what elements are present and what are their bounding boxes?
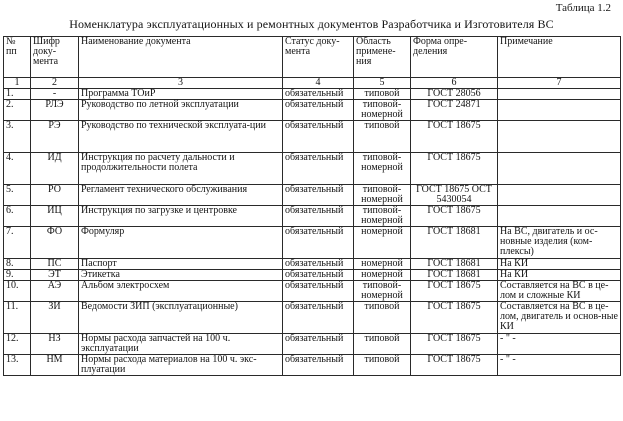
document-status: обязательный bbox=[283, 227, 354, 259]
document-code: ФО bbox=[31, 227, 79, 259]
document-name: Программа ТОиР bbox=[79, 89, 283, 100]
definition-form: ГОСТ 18681 bbox=[411, 270, 498, 281]
definition-form: ГОСТ 18675 bbox=[411, 334, 498, 355]
note bbox=[498, 185, 621, 206]
document-status: обязательный bbox=[283, 206, 354, 227]
table-row bbox=[4, 302, 621, 334]
document-scope: номерной bbox=[354, 270, 411, 281]
definition-form: ГОСТ 18675 ОСТ 5430054 bbox=[411, 185, 498, 206]
document-code: - bbox=[31, 89, 79, 100]
document-status: обязательный bbox=[283, 121, 354, 153]
note: Составляется на ВС в це-лом, двигатель и основ-ные КИ bbox=[498, 302, 621, 334]
table-row bbox=[4, 227, 621, 259]
row-number: 13. bbox=[4, 355, 31, 376]
document-scope: типовой-номерной bbox=[354, 281, 411, 302]
column-number: 2 bbox=[31, 78, 79, 89]
note: На ВС, двигатель и ос-новные изделия (ком-плексы) bbox=[498, 227, 621, 259]
document-code: НЗ bbox=[31, 334, 79, 355]
note: - " - bbox=[498, 355, 621, 376]
table-row bbox=[4, 334, 621, 355]
header-scope: Область примене-ния bbox=[354, 37, 411, 78]
row-number: 9. bbox=[4, 270, 31, 281]
header-row bbox=[4, 37, 621, 78]
row-number: 7. bbox=[4, 227, 31, 259]
note: Составляется на ВС в це-лом и сложные КИ bbox=[498, 281, 621, 302]
table-row bbox=[4, 185, 621, 206]
row-number: 2. bbox=[4, 100, 31, 121]
document-status: обязательный bbox=[283, 259, 354, 270]
document-code: ИЦ bbox=[31, 206, 79, 227]
document-status: обязательный bbox=[283, 185, 354, 206]
column-number: 5 bbox=[354, 78, 411, 89]
document-scope: типовой-номерной bbox=[354, 185, 411, 206]
column-number: 7 bbox=[498, 78, 621, 89]
row-number: 3. bbox=[4, 121, 31, 153]
document-code: ИД bbox=[31, 153, 79, 185]
document-scope: типовой bbox=[354, 355, 411, 376]
row-number: 1. bbox=[4, 89, 31, 100]
document-status: обязательный bbox=[283, 281, 354, 302]
document-code: АЭ bbox=[31, 281, 79, 302]
row-number: 11. bbox=[4, 302, 31, 334]
document-name: Руководство по технической эксплуата-ции bbox=[79, 121, 283, 153]
document-name: Инструкция по загрузке и центровке bbox=[79, 206, 283, 227]
document-code: РЭ bbox=[31, 121, 79, 153]
header-form: Форма опре-деления bbox=[411, 37, 498, 78]
note: - " - bbox=[498, 334, 621, 355]
note bbox=[498, 89, 621, 100]
document-code: НМ bbox=[31, 355, 79, 376]
document-scope: типовой bbox=[354, 334, 411, 355]
document-code: ЗИ bbox=[31, 302, 79, 334]
table-row bbox=[4, 89, 621, 100]
row-number: 6. bbox=[4, 206, 31, 227]
document-status: обязательный bbox=[283, 100, 354, 121]
document-scope: номерной bbox=[354, 227, 411, 259]
document-name: Паспорт bbox=[79, 259, 283, 270]
table-row bbox=[4, 206, 621, 227]
document-status: обязательный bbox=[283, 270, 354, 281]
document-status: обязательный bbox=[283, 153, 354, 185]
definition-form: ГОСТ 18675 bbox=[411, 302, 498, 334]
document-name: Нормы расхода материалов на 100 ч. экс-плуатации bbox=[79, 355, 283, 376]
document-name: Формуляр bbox=[79, 227, 283, 259]
header-name: Наименование документа bbox=[79, 37, 283, 78]
header-num: № пп bbox=[4, 37, 31, 78]
document-name: Инструкция по расчету дальности и продолжительности полета bbox=[79, 153, 283, 185]
note bbox=[498, 206, 621, 227]
note bbox=[498, 100, 621, 121]
definition-form: ГОСТ 18675 bbox=[411, 206, 498, 227]
column-number: 1 bbox=[4, 78, 31, 89]
header-note: Примечание bbox=[498, 37, 621, 78]
header-code: Шифр доку-мента bbox=[31, 37, 79, 78]
column-number: 6 bbox=[411, 78, 498, 89]
document-status: обязательный bbox=[283, 355, 354, 376]
document-name: Нормы расхода запчастей на 100 ч. эксплуатации bbox=[79, 334, 283, 355]
document-scope: типовой-номерной bbox=[354, 153, 411, 185]
definition-form: ГОСТ 18675 bbox=[411, 355, 498, 376]
document-code: РО bbox=[31, 185, 79, 206]
row-number: 8. bbox=[4, 259, 31, 270]
document-status: обязательный bbox=[283, 334, 354, 355]
table-row bbox=[4, 281, 621, 302]
document-status: обязательный bbox=[283, 89, 354, 100]
document-code: ПС bbox=[31, 259, 79, 270]
row-number: 10. bbox=[4, 281, 31, 302]
table-number-label: Таблица 1.2 bbox=[555, 2, 611, 14]
documents-table bbox=[3, 36, 621, 376]
document-name: Этикетка bbox=[79, 270, 283, 281]
definition-form: ГОСТ 18681 bbox=[411, 227, 498, 259]
definition-form: ГОСТ 18675 bbox=[411, 281, 498, 302]
table-row bbox=[4, 100, 621, 121]
table-row bbox=[4, 153, 621, 185]
document-name: Руководство по летной эксплуатации bbox=[79, 100, 283, 121]
note: На КИ bbox=[498, 270, 621, 281]
definition-form: ГОСТ 18675 bbox=[411, 153, 498, 185]
document-scope: типовой bbox=[354, 89, 411, 100]
column-number-row bbox=[4, 78, 621, 89]
document-scope: типовой-номерной bbox=[354, 100, 411, 121]
document-scope: типовой bbox=[354, 302, 411, 334]
row-number: 12. bbox=[4, 334, 31, 355]
document-scope: типовой bbox=[354, 121, 411, 153]
document-code: РЛЭ bbox=[31, 100, 79, 121]
note: На КИ bbox=[498, 259, 621, 270]
table-row bbox=[4, 270, 621, 281]
row-number: 5. bbox=[4, 185, 31, 206]
column-number: 3 bbox=[79, 78, 283, 89]
document-title: Номенклатура эксплуатационных и ремонтных документов Разработчика и Изготовителя ВС bbox=[69, 17, 554, 31]
definition-form: ГОСТ 24871 bbox=[411, 100, 498, 121]
note bbox=[498, 121, 621, 153]
header-status: Статус доку-мента bbox=[283, 37, 354, 78]
row-number: 4. bbox=[4, 153, 31, 185]
table-row bbox=[4, 259, 621, 270]
document-scope: номерной bbox=[354, 259, 411, 270]
document-scope: типовой-номерной bbox=[354, 206, 411, 227]
table-row bbox=[4, 355, 621, 376]
definition-form: ГОСТ 18675 bbox=[411, 121, 498, 153]
document-name: Регламент технического обслуживания bbox=[79, 185, 283, 206]
note bbox=[498, 153, 621, 185]
table-row bbox=[4, 121, 621, 153]
document-status: обязательный bbox=[283, 302, 354, 334]
document-code: ЭТ bbox=[31, 270, 79, 281]
column-number: 4 bbox=[283, 78, 354, 89]
document-name: Ведомости ЗИП (эксплуатационные) bbox=[79, 302, 283, 334]
document-name: Альбом электросхем bbox=[79, 281, 283, 302]
definition-form: ГОСТ 28056 bbox=[411, 89, 498, 100]
definition-form: ГОСТ 18681 bbox=[411, 259, 498, 270]
